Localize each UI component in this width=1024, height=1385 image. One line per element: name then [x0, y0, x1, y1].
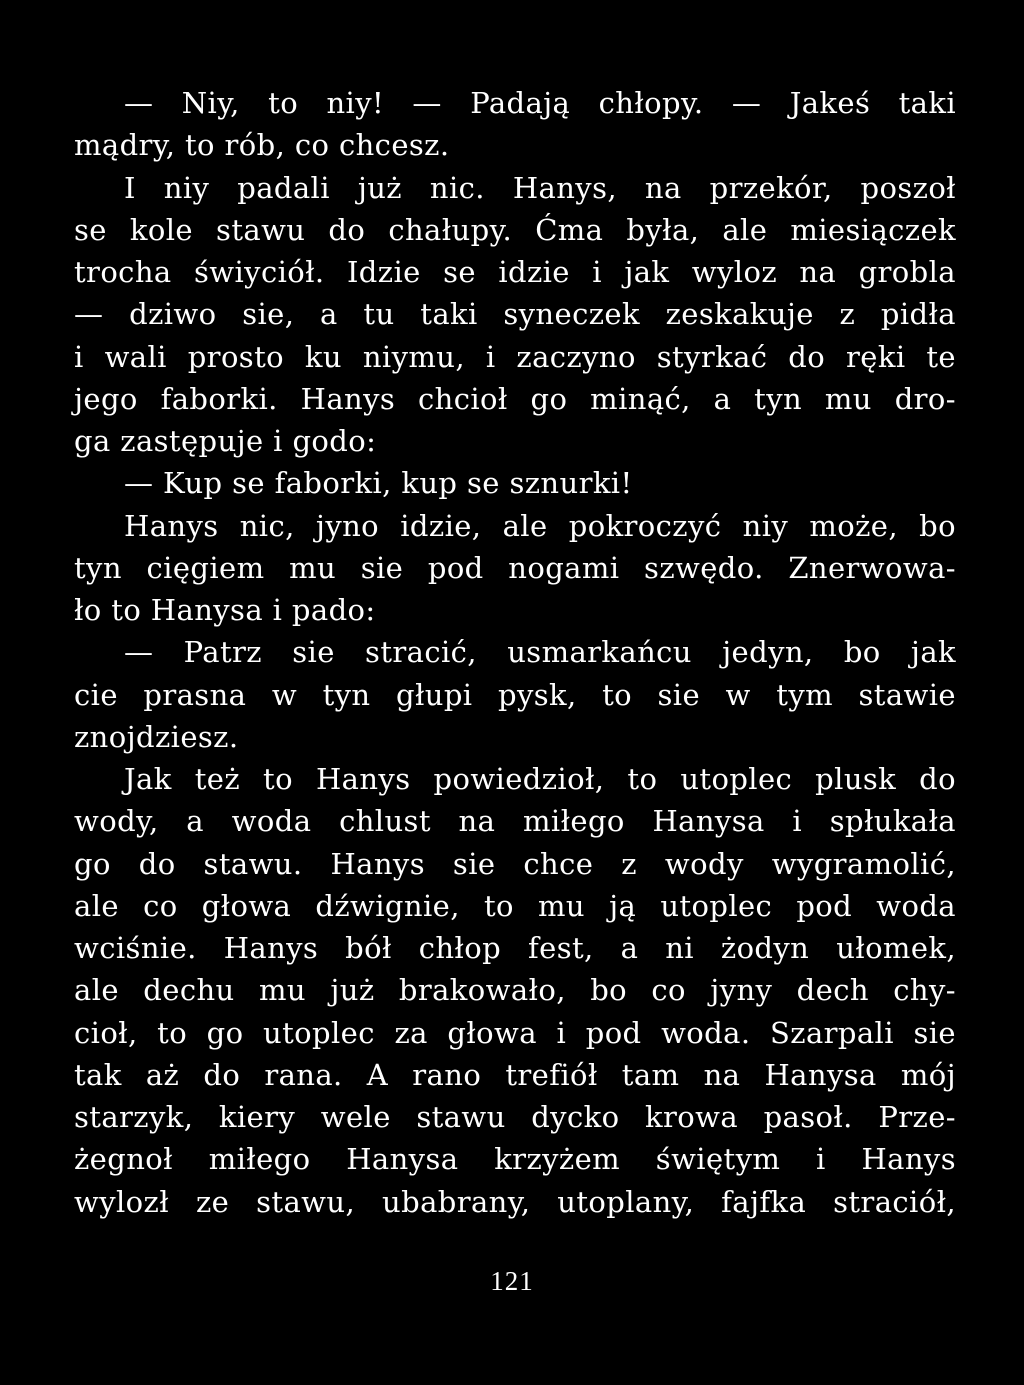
text-line: se kole stawu do chałupy. Ćma była, ale miesiączek	[74, 212, 956, 247]
text-line: tak aż do rana. A rano trefiół tam na Hanysa mój	[74, 1057, 956, 1092]
text-line: I niy padali już nic. Hanys, na przekór, poszoł	[124, 170, 956, 205]
text-line: Hanys nic, jyno idzie, ale pokroczyć niy może, bo	[124, 508, 956, 543]
text-line: wody, a woda chlust na miłego Hanysa i spłukała	[74, 804, 956, 839]
text-line: — dziwo sie, a tu taki syneczek zeskakuje z pidła	[74, 297, 956, 332]
text-line: — Kup se faborki, kup se sznurki!	[124, 466, 633, 501]
text-line: wciśnie. Hanys bół chłop fest, a ni żodyn ułomek,	[74, 931, 956, 965]
text-line: ale co głowa dźwignie, to mu ją utoplec pod woda	[74, 888, 956, 923]
text-line: i wali prosto ku niymu, i zaczyno styrkać do ręki te	[74, 339, 956, 374]
text-line: żegnoł miłego Hanysa krzyżem świętym i Hanys	[74, 1142, 956, 1177]
text-line: starzyk, kiery wele stawu dycko krowa pasoł. Prze-	[74, 1100, 956, 1134]
text-line: tyn cięgiem mu sie pod nogami szwędo. Znerwowa-	[74, 550, 956, 585]
text-line: ale dechu mu już brakowało, bo co jyny dech chy-	[74, 973, 956, 1008]
text-line: wylozł ze stawu, ubabrany, utoplany, fajfka straciół,	[74, 1184, 956, 1219]
text-line: jego faborki. Hanys chcioł go minąć, a tyn mu dro-	[74, 381, 956, 416]
text-line: go do stawu. Hanys sie chce z wody wygramolić,	[74, 846, 956, 881]
text-line: znojdziesz.	[74, 719, 239, 754]
text-line: ga zastępuje i godo:	[74, 424, 377, 458]
body-text	[74, 82, 956, 1223]
text-line: — Patrz sie stracić, usmarkańcu jedyn, bo jak	[124, 635, 956, 670]
text-line: mądry, to rób, co chcesz.	[74, 128, 450, 163]
text-line: ło to Hanysa i pado:	[74, 593, 376, 627]
text-line: Jak też to Hanys powiedzioł, to utoplec plusk do	[124, 762, 956, 796]
text-line: cioł, to go utoplec za głowa i pod woda. Szarpali sie	[74, 1015, 956, 1050]
text-line: cie prasna w tyn głupi pysk, to sie w tym stawie	[74, 677, 956, 712]
text-line: — Niy, to niy! — Padają chłopy. — Jakeś taki	[124, 86, 956, 120]
text-line: trocha świyciół. Idzie se idzie i jak wyloz na grobla	[74, 255, 956, 289]
page-number: 121	[490, 1266, 534, 1296]
